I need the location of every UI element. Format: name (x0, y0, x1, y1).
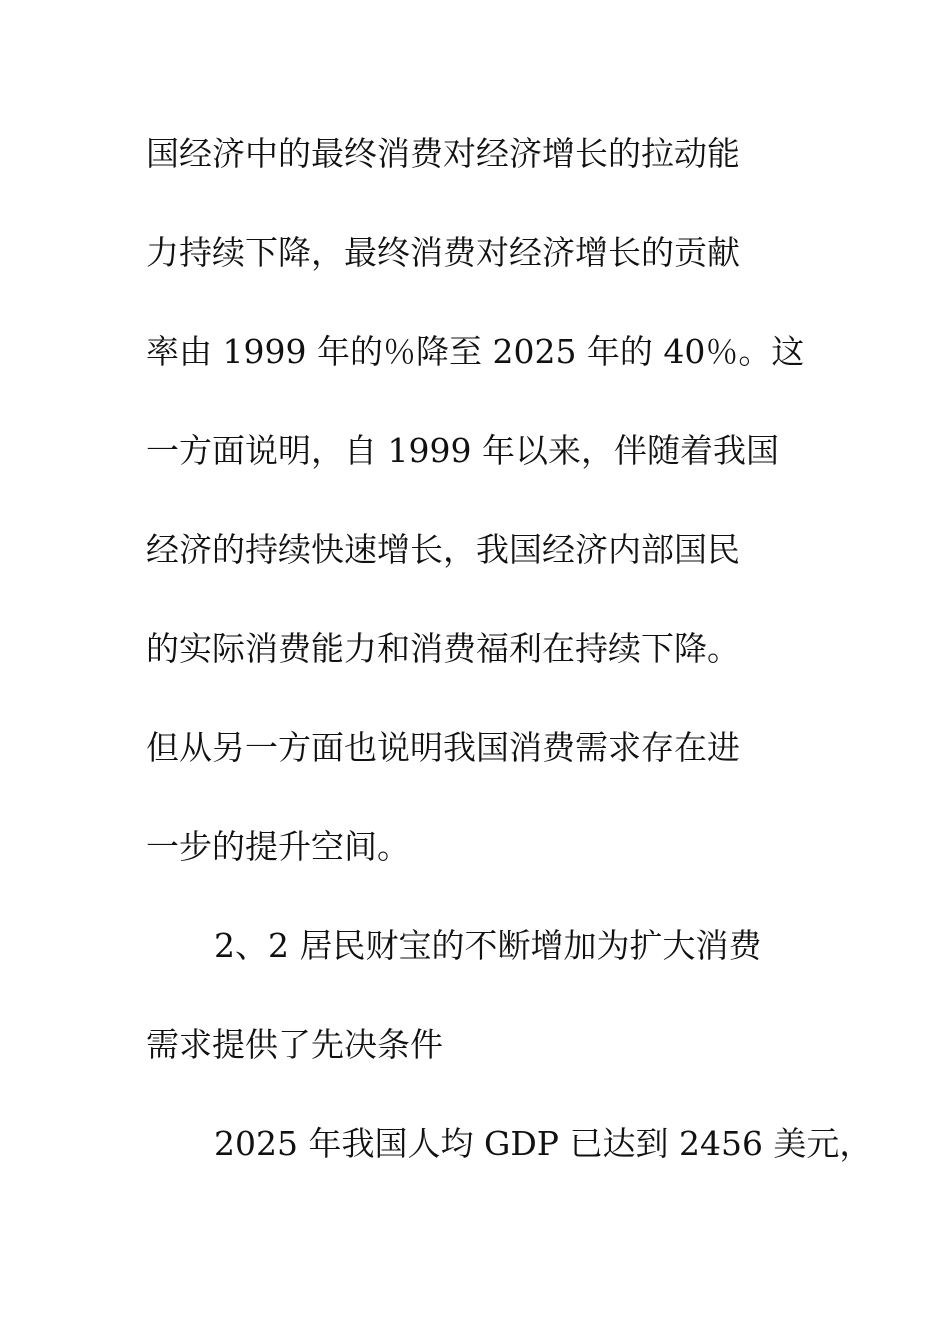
paragraph-line: 国经济中的最终消费对经济增长的拉动能 (146, 134, 740, 173)
section-heading-line: 需求提供了先决条件 (146, 1025, 443, 1064)
paragraph-line: 一步的提升空间。 (146, 827, 410, 866)
paragraph-line: 力持续下降，最终消费对经济增长的贡献 (146, 233, 740, 272)
body-text (146, 128, 873, 1217)
paragraph-line: 但从另一方面也说明我国消费需求存在进 (146, 728, 740, 767)
section-heading-line: 2、2 居民财宝的不断增加为扩大消费 (214, 926, 762, 965)
paragraph-line: 率由 1999 年的％降至 2025 年的 40％。这 (146, 332, 805, 371)
paragraph-line: 的实际消费能力和消费福利在持续下降。 (146, 629, 740, 668)
paragraph-line: 一方面说明，自 1999 年以来，伴随着我国 (146, 431, 779, 470)
paragraph-line: 经济的持续快速增长，我国经济内部国民 (146, 530, 740, 569)
paragraph-line: 2025 年我国人均 GDP 已达到 2456 美元， (214, 1124, 873, 1163)
